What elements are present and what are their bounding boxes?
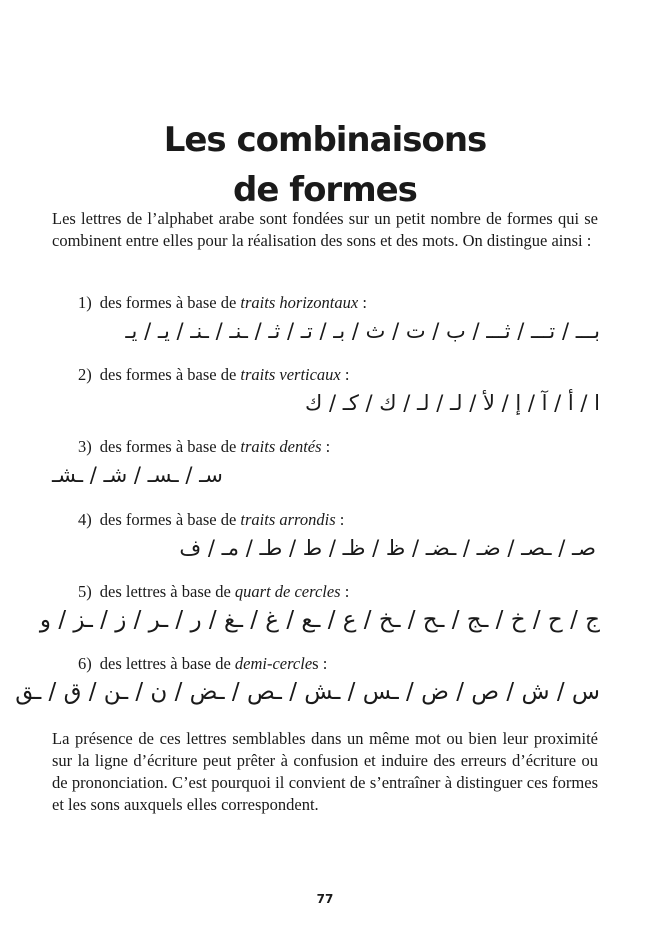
closing-paragraph: La présence de ces lettres semblables dans un même mot ou bien leur proximité sur la ligne d’écriture peut prêter à confusion et induire des erreurs d’écriture ou de prononciation. C’est pourquoi il convient de s’entraîner à distinguer ces formes et les sons auxquels elles correspondent. xyxy=(52,729,598,814)
section-number: 3) xyxy=(78,437,92,456)
arabic-letter-forms: صـ / ـصـ / ضـ / ـضـ / ظ / ظـ / ط / طـ / مـ / ف xyxy=(179,536,596,560)
arabic-letter-forms: ج / ح / خ / ـج / ـح / ـخ / ع / ـع / غ / ـغ / ر / ـر / ز / ـز / و xyxy=(39,607,600,633)
section-text: des lettres à base de xyxy=(99,582,235,601)
section-number: 4) xyxy=(78,510,92,529)
intro-paragraph: Les lettres de l’alphabet arabe sont fondées sur un petit nombre de formes qui se combinent entre elles pour la réalisation des sons et des mots. On distingue ainsi : xyxy=(52,209,598,250)
section-half-circles xyxy=(15,653,600,709)
section-suffix: : xyxy=(321,437,331,456)
arabic-letter-forms: سـ / ـسـ / شـ / ـشـ xyxy=(52,463,223,487)
page-number: 77 xyxy=(316,892,334,906)
section-suffix: : xyxy=(340,365,350,384)
section-emphasis: traits horizontaux xyxy=(240,293,359,312)
section-horizontal-strokes xyxy=(52,292,600,348)
section-heading xyxy=(52,509,600,531)
section-heading xyxy=(52,581,600,603)
section-heading xyxy=(52,292,600,314)
section-number: 5) xyxy=(78,582,92,601)
arabic-letter-forms: ا / أ / آ / إ / لأ / لـ / لـ / ك / كـ / ك xyxy=(304,391,600,415)
section-emphasis: traits verticaux xyxy=(240,365,341,384)
section-text: des formes à base de xyxy=(99,365,241,384)
section-heading xyxy=(52,436,600,458)
section-suffix: : xyxy=(340,582,350,601)
section-suffix: s : xyxy=(312,654,328,673)
section-heading xyxy=(52,364,600,386)
section-rounded-strokes xyxy=(52,509,600,565)
arabic-letter-forms: س / ش / ص / ض / ـس / ـش / ـص / ـض / ن / ـن / ق / ـق xyxy=(15,679,600,705)
section-quarter-circles xyxy=(39,581,600,637)
section-suffix: : xyxy=(335,510,345,529)
section-text: des lettres à base de xyxy=(99,654,235,673)
section-heading xyxy=(52,653,600,675)
section-number: 6) xyxy=(78,654,92,673)
section-text: des formes à base de xyxy=(99,510,241,529)
section-emphasis: traits arrondis xyxy=(240,510,336,529)
page-title-line-2: de formes xyxy=(233,169,417,210)
section-suffix: : xyxy=(358,293,367,312)
page-title xyxy=(0,115,650,215)
section-text: des formes à base de xyxy=(99,437,241,456)
section-number: 1) xyxy=(78,293,92,312)
section-number: 2) xyxy=(78,365,92,384)
section-emphasis: traits dentés xyxy=(240,437,322,456)
section-emphasis: demi-cercle xyxy=(234,654,313,673)
section-text: des formes à base de xyxy=(99,293,241,312)
section-toothed-strokes xyxy=(52,436,600,492)
arabic-letter-forms: بـــ / تـــ / ثـــ / ب / ت / ث / بـ / تـ / ثـ / ـنـ / ـنـ / يـ / يـ xyxy=(125,319,600,343)
page-title-line-1: Les combinaisons xyxy=(163,119,487,160)
section-emphasis: quart de cercles xyxy=(234,582,341,601)
section-vertical-strokes xyxy=(52,364,600,420)
